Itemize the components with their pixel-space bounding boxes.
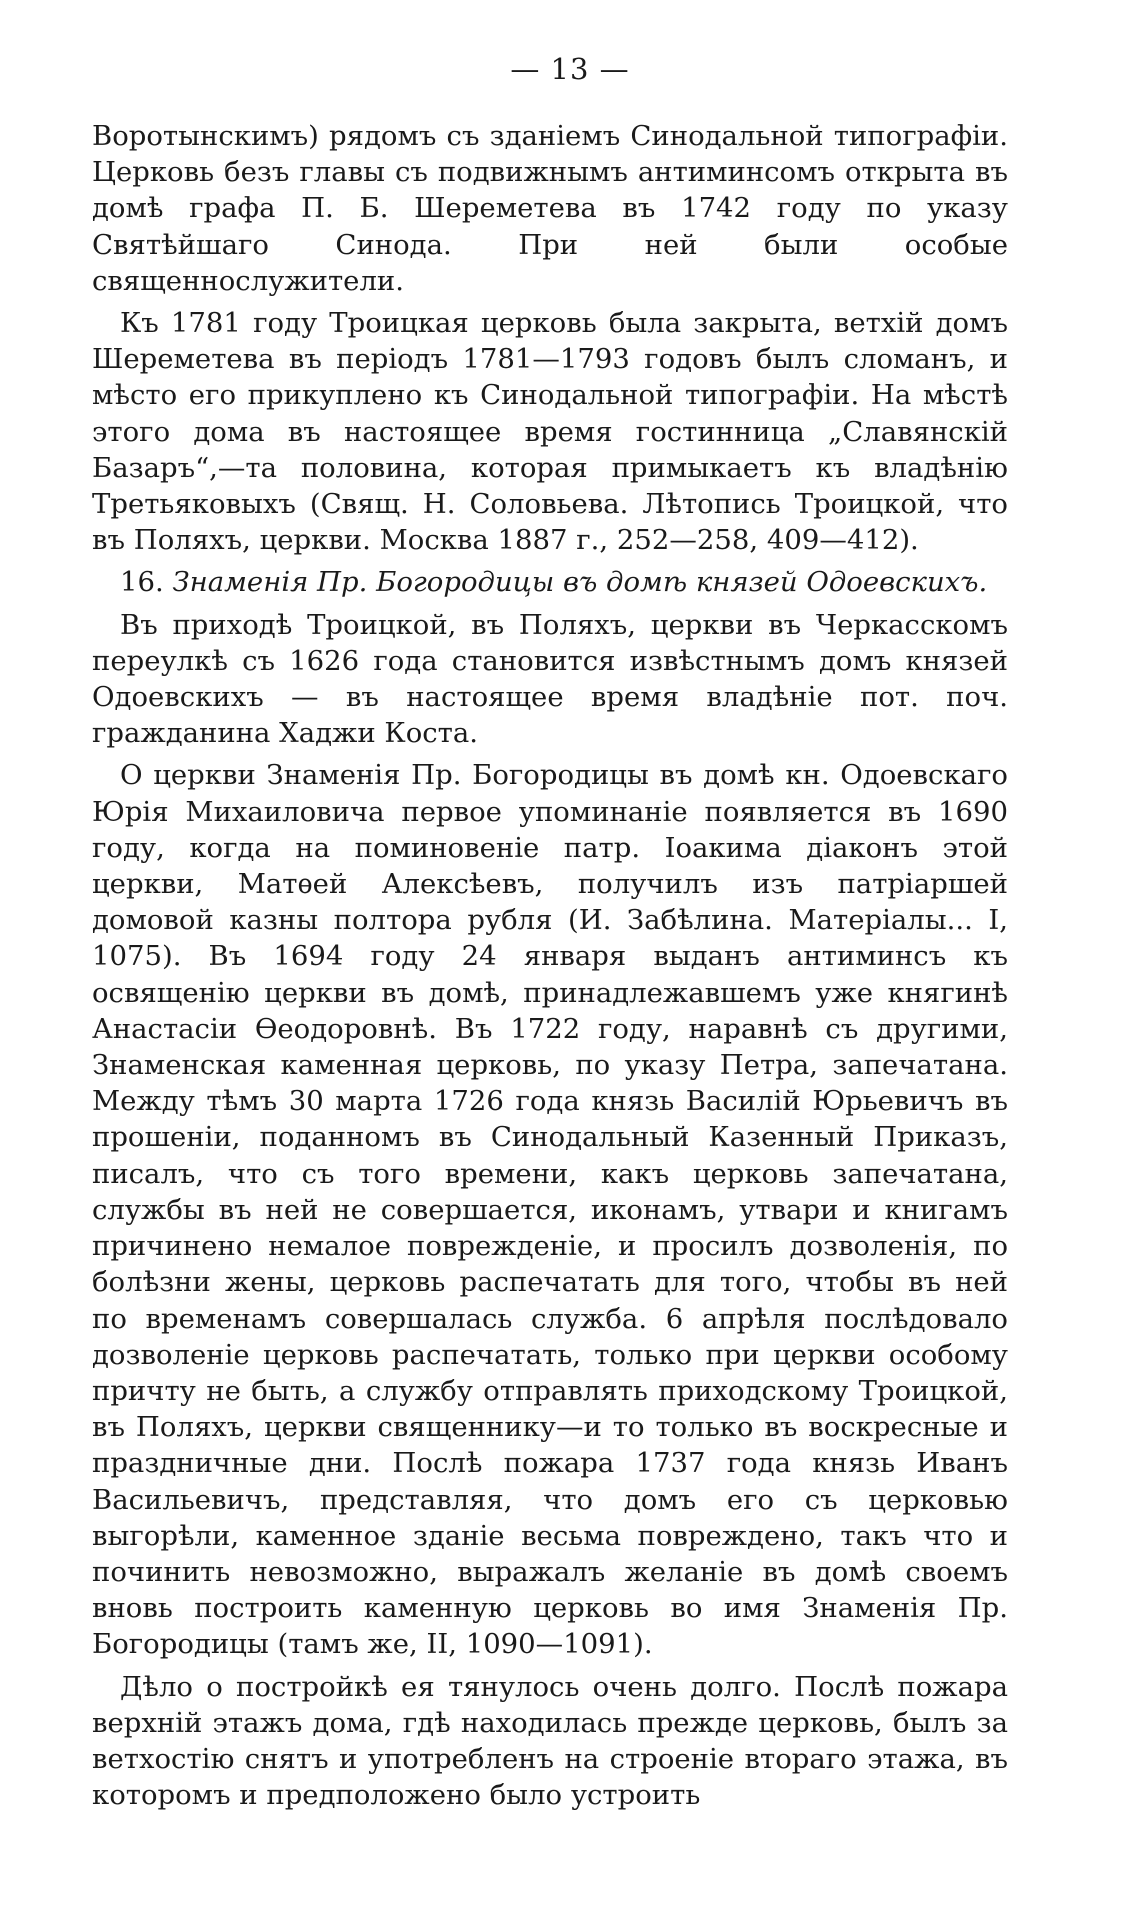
section-heading (92, 564, 1008, 600)
paragraph-parish: Въ приходѣ Троицкой, въ Поляхъ, церкви въ Черкасскомъ переулкѣ съ 1626 года становится извѣстнымъ домъ князей Одоевскихъ — въ настоящее время владѣніе пот. поч. гражданина Хаджи Коста. (92, 608, 1008, 750)
section-number: 16. (120, 566, 164, 599)
paragraph-continuation: Воротынскимъ) рядомъ съ зданіемъ Синодальной типографіи. Церковь безъ главы съ подвижнымъ антиминсомъ открыта въ домѣ графа П. Б. Шереметева въ 1742 году по указу Святѣйшаго Синода. При ней были особые священнослужители. (92, 120, 1008, 297)
paragraph-znamenie-church: О церкви Знаменія Пр. Богородицы въ домѣ кн. Одоевскаго Юрія Михаиловича первое упоминаніе появляется въ 1690 году, когда на поминовеніе патр. Іоакима діаконъ этой церкви, Матѳей Алексѣевъ, получилъ изъ патріаршей домовой казны полтора рубля (И. Забѣлина. Матеріалы... I, 1075). Въ 1694 году 24 января выданъ антиминсъ къ освященію церкви въ домѣ, принадлежавшемъ уже княгинѣ Анастасіи Ѳеодоровнѣ. Въ 1722 году, наравнѣ съ другими, Знаменская каменная церковь, по указу Петра, запечатана. Между тѣмъ 30 марта 1726 года князь Василій Юрьевичъ въ прошеніи, поданномъ въ Синодальный Казенный Приказъ, писалъ, что съ того времени, какъ церковь запечатана, службы въ ней не совершается, иконамъ, утвари и книгамъ причинено немалое поврежденіе, и просилъ дозволенія, по болѣзни жены, церковь распечатать для того, чтобы въ ней по временамъ совершалась служба. 6 апрѣля послѣдовало дозволеніе церковь распечатать, только при церкви особому причту не быть, а службу отправлять приходскому Троицкой, въ Поляхъ, церкви священнику—и то только въ воскресные и праздничные дни. Послѣ пожара 1737 года князь Иванъ Васильевичъ, представляя, что домъ его съ церковью выгорѣли, каменное зданіе весьма повреждено, такъ что и починить невозможно, выражалъ желаніе въ домѣ своемъ вновь построить каменную церковь во имя Знаменія Пр. Богородицы (тамъ же, II, 1090—1091). (92, 759, 1008, 1661)
page-body (92, 118, 1008, 1819)
section-title: Знаменія Пр. Богородицы въ домѣ князей Одоевскихъ. (172, 566, 988, 599)
page-number: — 13 — (510, 52, 630, 86)
paragraph-trinity-church: Къ 1781 году Троицкая церковь была закрыта, ветхій домъ Шереметева въ періодъ 1781—1793 годовъ былъ сломанъ, и мѣсто его прикуплено къ Синодальной типографіи. На мѣстѣ этого дома въ настоящее время гостинница „Славянскій Базаръ“,—та половина, которая примыкаетъ къ владѣнію Третьяковыхъ (Свящ. Н. Соловьева. Лѣтопись Троицкой, что въ Поляхъ, церкви. Москва 1887 г., 252—258, 409—412). (92, 307, 1008, 557)
paragraph-construction: Дѣло о постройкѣ ея тянулось очень долго. Послѣ пожара верхній этажъ дома, гдѣ находилась прежде церковь, былъ за ветхостію снятъ и употребленъ на строеніе втораго этажа, въ которомъ и предположено было устроить (92, 1670, 1008, 1812)
